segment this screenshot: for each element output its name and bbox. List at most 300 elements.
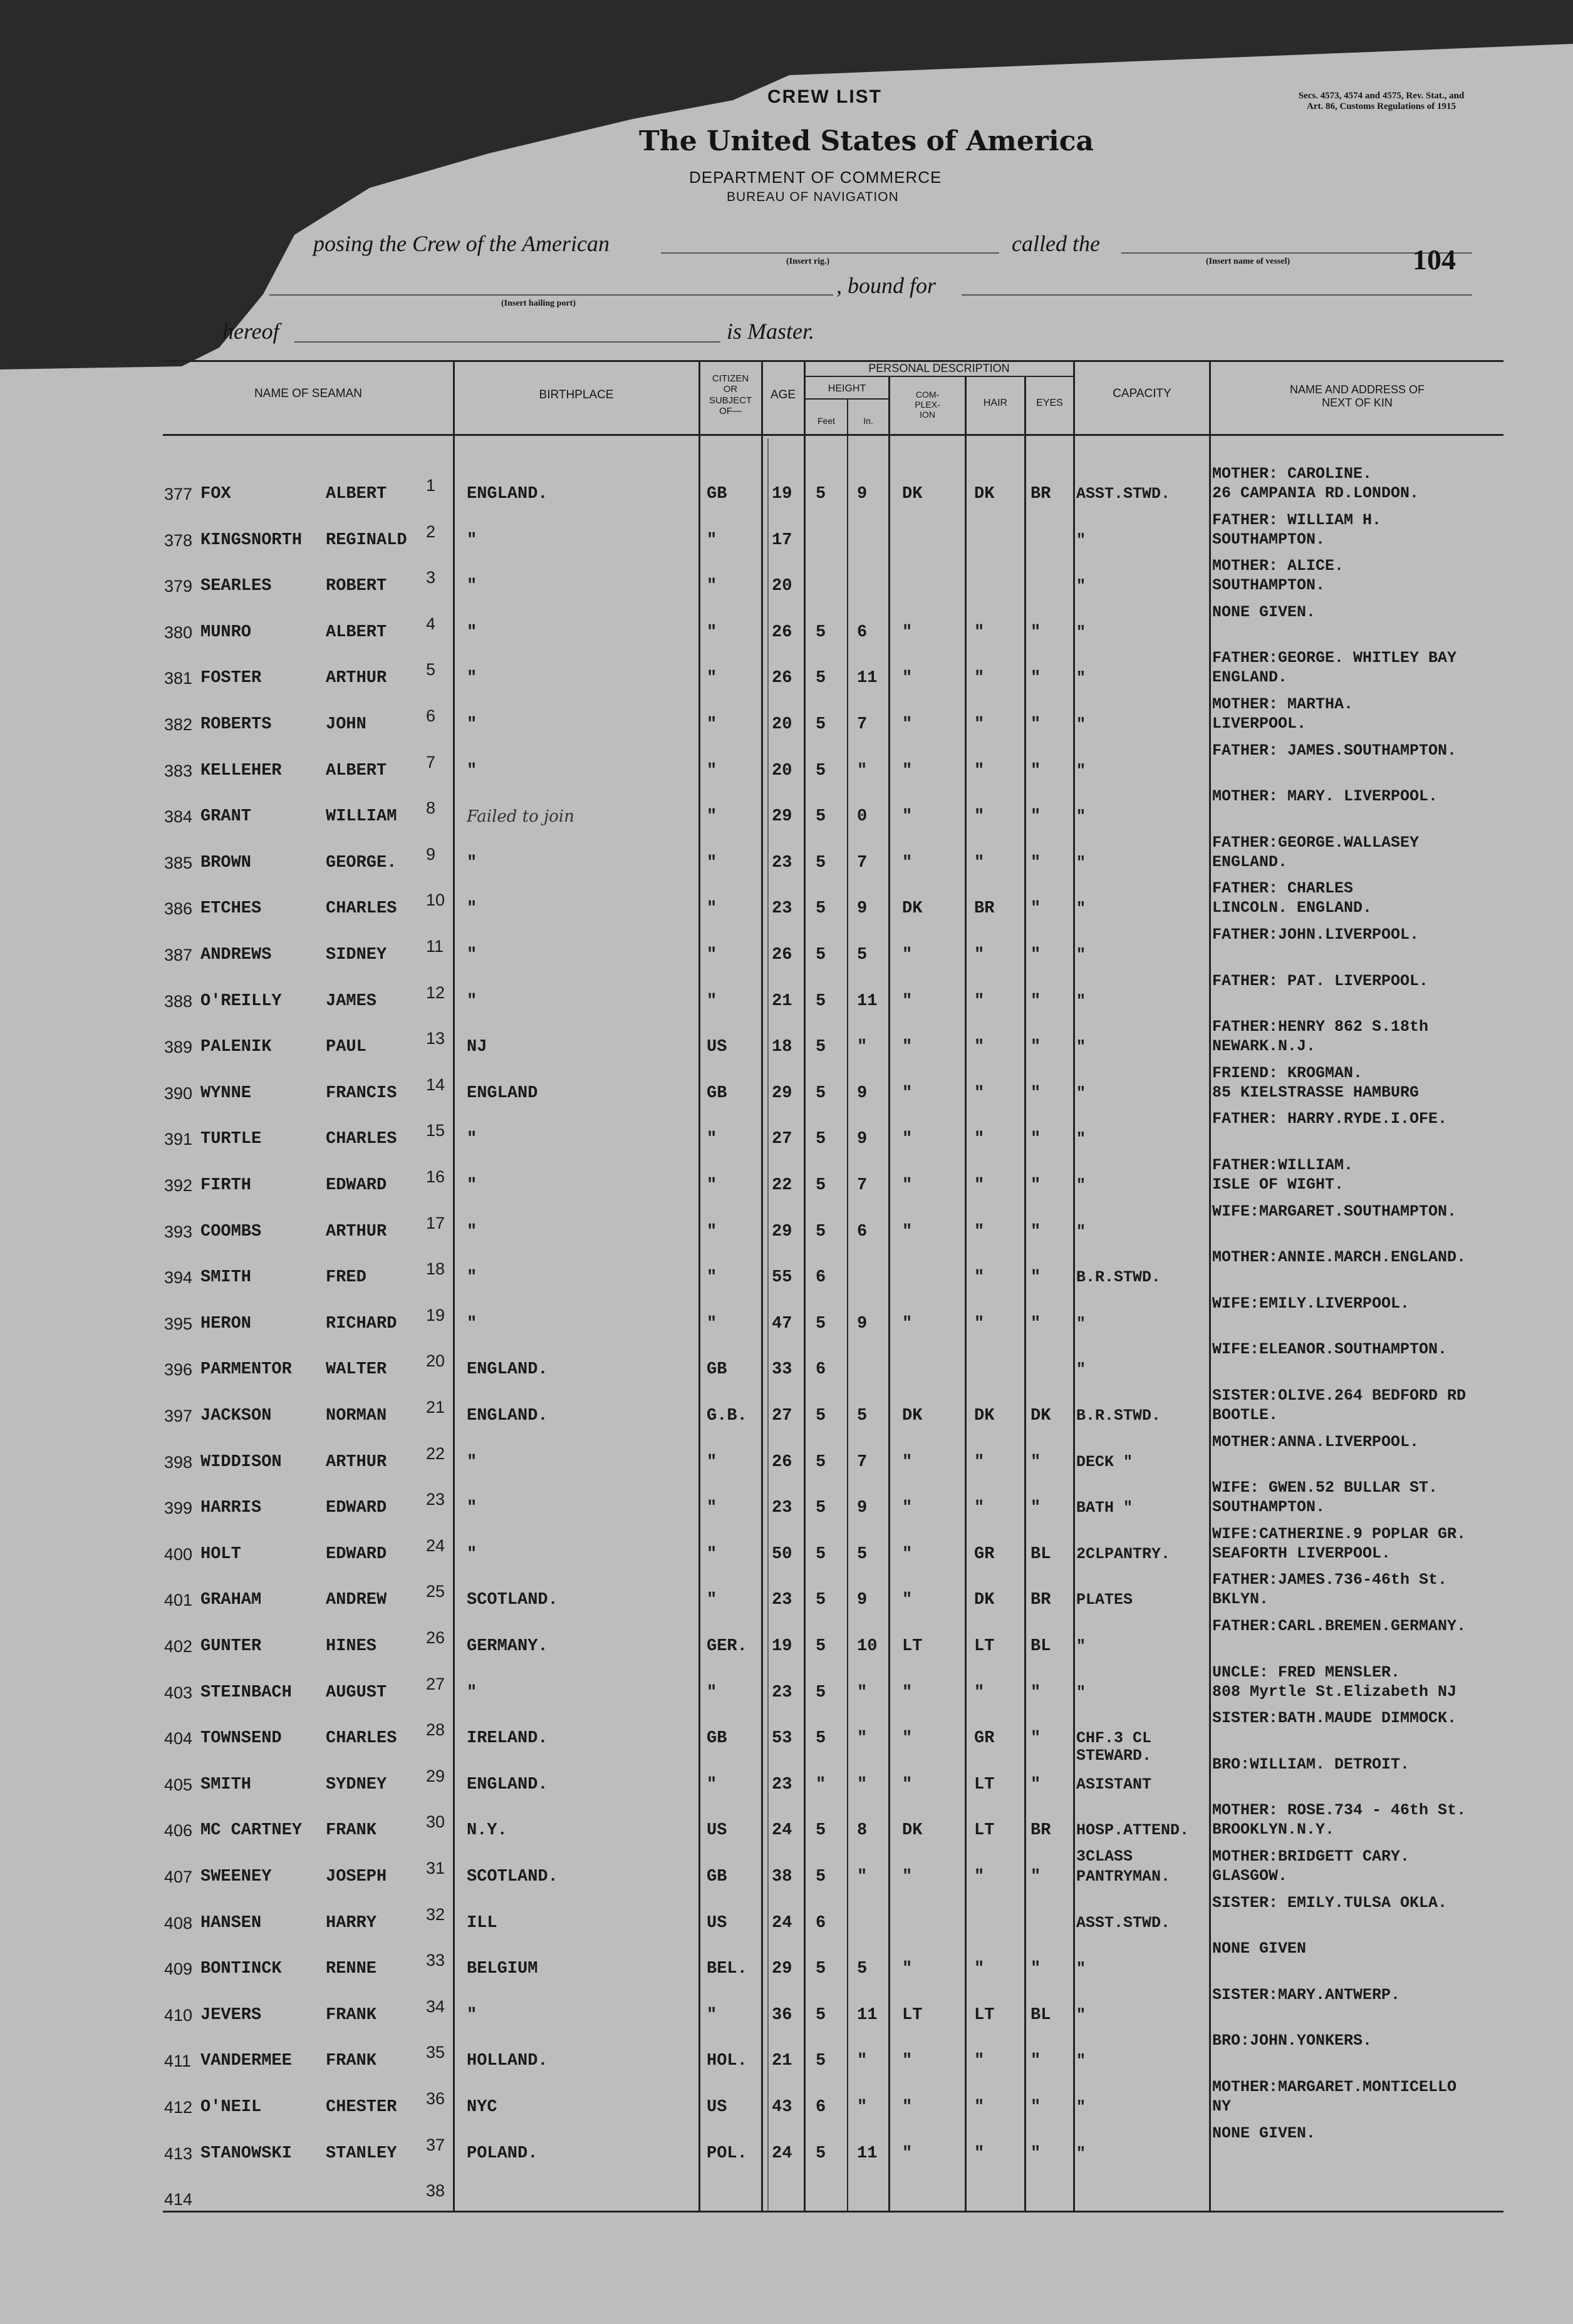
cell-eyes: " (1030, 1130, 1041, 1149)
cell-eyes: " (1030, 2144, 1041, 2163)
cell-hair: GR (974, 1544, 995, 1564)
cell-age: 23 (772, 1683, 792, 1702)
cell-first: REGINALD (326, 530, 407, 550)
cell-kin: SOUTHAMPTON. (1212, 530, 1326, 549)
cell-first: WILLIAM (326, 807, 397, 827)
cell-n: 30 (426, 1812, 445, 1832)
cell-kin: MOTHER:MARGARET.MONTICELLO (1212, 2078, 1457, 2096)
col-age-header: AGE (770, 388, 796, 401)
citizen-h2: OR (723, 384, 738, 395)
cell-kin: MOTHER: ROSE.734 - 46th St. (1212, 1801, 1467, 1820)
header-line-1: posing the Crew of the American (313, 231, 610, 256)
cell-ft: 5 (816, 715, 826, 734)
cell-first: GEORGE. (326, 853, 397, 872)
cell-last: FOX (200, 485, 231, 504)
cell-cit: " (707, 1130, 717, 1149)
cell-eyes: " (1030, 1960, 1041, 1979)
hailing-port-line (269, 294, 833, 296)
cell-cit: " (707, 853, 717, 872)
cell-hair: " (974, 761, 985, 780)
cell-kin: SEAFORTH LIVERPOOL. (1212, 1544, 1391, 1562)
cell-in: 9 (857, 485, 868, 504)
cell-ser: 401 (164, 1591, 193, 1610)
cell-last: WIDDISON (200, 1452, 282, 1472)
cell-age: 29 (772, 807, 792, 827)
cell-comp: " (902, 1591, 913, 1610)
cell-last: JACKSON (200, 1407, 272, 1425)
cell-in: " (857, 2098, 868, 2117)
cell-hair: BR (974, 899, 995, 919)
cell-ser: 393 (164, 1222, 193, 1241)
cell-ser: 400 (164, 1544, 193, 1564)
cell-first: ANDREW (326, 1591, 387, 1610)
cell-age: 55 (772, 1268, 792, 1288)
cell-last: VANDERMEE (200, 2052, 292, 2071)
cell-birth: NYC (467, 2098, 497, 2117)
cell-birth: " (467, 899, 477, 919)
cell-n: 33 (426, 1951, 445, 1970)
cell-hair: " (974, 1499, 985, 1518)
cell-cap: " (1076, 1038, 1086, 1056)
cell-cit: " (707, 1683, 717, 1702)
cell-age: 23 (772, 1775, 792, 1794)
cell-cit: " (707, 1499, 717, 1518)
cell-last: PARMENTOR (200, 1360, 292, 1380)
cell-comp: " (902, 1499, 913, 1518)
cell-first: CHARLES (326, 899, 397, 919)
cell-birth: " (467, 1176, 477, 1195)
cell-hair: " (974, 2098, 985, 2117)
cell-n: 16 (426, 1167, 445, 1186)
cell-cap: " (1076, 715, 1086, 733)
cell-ft: 5 (816, 1729, 826, 1748)
cell-comp: " (902, 715, 913, 734)
cell-last: BONTINCK (200, 1960, 282, 1979)
cell-cit: HOL. (707, 2052, 747, 2071)
cell-comp: DK (902, 1821, 923, 1841)
cell-ser: 381 (164, 669, 193, 688)
cell-age: 26 (772, 1452, 792, 1472)
cell-first: HARRY (326, 1913, 377, 1933)
cell-n: 31 (426, 1859, 445, 1877)
cell-comp: " (902, 2098, 913, 2117)
cell-in: " (857, 2052, 868, 2071)
cell-cap: HOSP.ATTEND. (1076, 1821, 1190, 1840)
cell-birth: " (467, 577, 477, 596)
cell-kin: SOUTHAMPTON. (1212, 1498, 1326, 1517)
cell-cap: " (1076, 807, 1086, 826)
cell-cit: " (707, 577, 717, 596)
department-name: DEPARTMENT OF COMMERCE (689, 168, 942, 187)
cell-comp: " (902, 1775, 913, 1794)
cell-last: ROBERTS (200, 715, 272, 734)
cell-birth: N.Y. (467, 1821, 507, 1841)
cell-in: " (857, 1683, 868, 1702)
cell-first: JOHN (326, 715, 366, 734)
cell-hair: " (974, 2144, 985, 2163)
cell-hair: " (974, 1960, 985, 1979)
header-called-the: called the (1012, 231, 1100, 256)
cell-ft: 5 (816, 2052, 826, 2071)
header-whereof: hereof (222, 319, 279, 344)
cell-n: 20 (426, 1351, 445, 1371)
cell-kin: NONE GIVEN. (1212, 2124, 1316, 2142)
cell-comp: " (902, 669, 913, 688)
cell-birth: ENGLAND (467, 1083, 538, 1103)
cell-cit: GB (707, 485, 727, 504)
cell-kin: FATHER: HARRY.RYDE.I.OFE. (1212, 1110, 1448, 1128)
cell-comp: " (902, 1683, 913, 1702)
cell-kin: MOTHER: MARY. LIVERPOOL. (1212, 787, 1438, 806)
cell-last: BROWN (200, 853, 252, 872)
cell-comp: " (902, 946, 913, 964)
cell-hair: DK (974, 1407, 995, 1425)
cell-hair: " (974, 622, 985, 642)
col-eyes-header: EYES (1036, 398, 1063, 408)
cell-cap: " (1076, 2052, 1086, 2070)
cell-ft: 6 (816, 1268, 826, 1288)
cell-ser: 382 (164, 715, 193, 734)
col-sep-feet (804, 360, 806, 2213)
cell-n: 14 (426, 1075, 445, 1094)
cell-n: 23 (426, 1490, 445, 1509)
cell-in: " (857, 1867, 868, 1886)
cell-hair: " (974, 1452, 985, 1472)
cell-ser: 385 (164, 853, 193, 872)
cell-in: 7 (857, 715, 868, 734)
complexion-h3: ION (920, 410, 935, 420)
cell-kin: UNCLE: FRED MENSLER. (1212, 1663, 1401, 1681)
cell-comp: " (902, 2144, 913, 2163)
cell-age: 23 (772, 899, 792, 919)
cell-cap: " (1076, 1637, 1086, 1655)
cell-birth: ENGLAND. (467, 1407, 548, 1425)
cell-ft: 5 (816, 1038, 826, 1057)
cell-kin: NONE GIVEN (1212, 1939, 1307, 1958)
cell-kin: FATHER: WILLIAM H. (1212, 510, 1382, 529)
cell-cit: " (707, 1268, 717, 1288)
cell-birth: " (467, 1314, 477, 1333)
cell-comp: " (902, 1544, 913, 1564)
cell-ft: 5 (816, 899, 826, 919)
table-bottom-border (163, 2211, 1503, 2213)
cell-cit: " (707, 946, 717, 964)
cell-ser: 377 (164, 485, 193, 504)
cell-first: EDWARD (326, 1499, 387, 1518)
cell-hair: DK (974, 485, 995, 504)
cell-last: KELLEHER (200, 761, 282, 780)
cell-hair: " (974, 1268, 985, 1288)
cell-eyes: DK (1030, 1407, 1051, 1425)
cell-ser: 398 (164, 1452, 193, 1472)
cell-last: COOMBS (200, 1222, 262, 1241)
cell-n: 21 (426, 1398, 445, 1417)
cell-cit: " (707, 1544, 717, 1564)
cell-kin: FATHER:JAMES.736-46th St. (1212, 1571, 1448, 1589)
col-sep-citizen (698, 360, 700, 2213)
cell-eyes: " (1030, 1499, 1041, 1518)
cell-age: 24 (772, 1913, 792, 1933)
cell-ser: 414 (164, 2190, 193, 2209)
cell-ft: 5 (816, 1407, 826, 1425)
cell-ser: 380 (164, 622, 193, 642)
cell-last: KINGSNORTH (200, 530, 303, 550)
cell-in: 8 (857, 1821, 868, 1841)
cell-kin: BKLYN. (1212, 1590, 1269, 1609)
cell-n: 12 (426, 983, 445, 1002)
cell-cit: POL. (707, 2144, 747, 2163)
cell-age: 26 (772, 946, 792, 964)
cell-kin: MOTHER: MARTHA. (1212, 695, 1354, 713)
cell-cit: US (707, 2098, 727, 2117)
cell-cap: " (1076, 622, 1086, 641)
cell-birth: ENGLAND. (467, 485, 548, 504)
cell-kin: NEWARK.N.J. (1212, 1037, 1316, 1056)
cell-n: 3 (426, 568, 436, 587)
col-hair-header: HAIR (983, 398, 1008, 408)
cell-birth: " (467, 1544, 477, 1564)
cell-kin: WIFE:EMILY.LIVERPOOL. (1212, 1294, 1410, 1313)
cell-eyes: BR (1030, 1591, 1051, 1610)
cell-cit: " (707, 1775, 717, 1794)
cell-hair: LT (974, 1775, 995, 1794)
cell-comp: " (902, 1867, 913, 1886)
cell-cap: " (1076, 1314, 1086, 1333)
cell-kin: BOOTLE. (1212, 1406, 1279, 1424)
cell-comp: " (902, 1452, 913, 1472)
cell-comp: LT (902, 2005, 923, 2025)
cell-n: 34 (426, 1996, 445, 2016)
cell-ser: 379 (164, 577, 193, 596)
cell-comp: " (902, 1176, 913, 1195)
cell-comp: " (902, 1729, 913, 1748)
cell-age: 20 (772, 761, 792, 780)
cell-ser: 408 (164, 1913, 193, 1933)
cell-ser: 392 (164, 1176, 193, 1195)
cell-cap: " (1076, 1176, 1086, 1194)
cell-cap-line2: 3CLASS (1076, 1847, 1133, 1866)
cell-cit: BEL. (707, 1960, 747, 1979)
cell-first: JOSEPH (326, 1867, 387, 1886)
cell-ft: 5 (816, 1222, 826, 1241)
cell-comp: " (902, 853, 913, 872)
cell-first: ALBERT (326, 761, 387, 780)
cell-hair: " (974, 991, 985, 1011)
cell-in: 9 (857, 1130, 868, 1149)
cell-ser: 378 (164, 530, 193, 550)
cell-comp: " (902, 1222, 913, 1241)
cell-age: 23 (772, 1499, 792, 1518)
master-line (294, 341, 720, 343)
cell-ser: 402 (164, 1637, 193, 1656)
cell-ser: 386 (164, 899, 193, 919)
cell-first: EDWARD (326, 1544, 387, 1564)
statute-line-1: Secs. 4573, 4574 and 4575, Rev. Stat., and (1298, 91, 1465, 101)
cell-birth: " (467, 761, 477, 780)
cell-last: ETCHES (200, 899, 262, 919)
header-bound-for: , bound for (836, 273, 937, 298)
cell-ft: 5 (816, 1960, 826, 1979)
cell-first: SYDNEY (326, 1775, 387, 1794)
cell-in: 9 (857, 1499, 868, 1518)
cell-age: 27 (772, 1130, 792, 1149)
cell-ft: 5 (816, 1544, 826, 1564)
cell-n: 19 (426, 1305, 445, 1325)
complexion-h1: COM- (915, 390, 940, 400)
cell-cit: GB (707, 1867, 727, 1886)
cell-eyes: BL (1030, 1544, 1051, 1564)
cell-ft: 5 (816, 761, 826, 780)
cell-first: ROBERT (326, 577, 387, 596)
cell-cap: " (1076, 577, 1086, 596)
cell-kin: WIFE:MARGARET.SOUTHAMPTON. (1212, 1202, 1457, 1221)
cell-last: FOSTER (200, 669, 262, 688)
cell-kin: BRO:JOHN.YONKERS. (1212, 2032, 1373, 2050)
cell-ser: 391 (164, 1130, 193, 1149)
cell-ft: 5 (816, 991, 826, 1011)
cell-n: 18 (426, 1259, 445, 1279)
cell-hair: " (974, 1176, 985, 1195)
cell-in: 5 (857, 1960, 868, 1979)
col-sep-inches (847, 398, 848, 2213)
cell-birth: " (467, 669, 477, 688)
cell-birth: SCOTLAND. (467, 1867, 558, 1886)
cell-cit: G.B. (707, 1407, 747, 1425)
cell-last: MC CARTNEY (200, 1821, 303, 1841)
cell-last: GRANT (200, 807, 252, 827)
cell-kin: NONE GIVEN. (1212, 602, 1316, 621)
cell-eyes: " (1030, 1083, 1041, 1103)
cell-age: 29 (772, 1083, 792, 1103)
cell-hair: " (974, 715, 985, 734)
col-inches-header: In. (863, 416, 873, 426)
cell-eyes: " (1030, 1314, 1041, 1333)
cell-last: FIRTH (200, 1176, 252, 1195)
cell-n: 22 (426, 1443, 445, 1463)
cell-n: 2 (426, 522, 436, 541)
cell-cap: " (1076, 530, 1086, 549)
cell-ser: 409 (164, 1960, 193, 1979)
cell-cap: ASST.STWD. (1076, 485, 1171, 503)
cell-hair: " (974, 1038, 985, 1057)
cell-age: 27 (772, 1407, 792, 1425)
cell-last: SEARLES (200, 577, 272, 596)
cell-in: 6 (857, 1222, 868, 1241)
cell-birth: " (467, 991, 477, 1011)
cell-age: 47 (772, 1314, 792, 1333)
cell-ser: 390 (164, 1083, 193, 1103)
cell-kin: BROOKLYN.N.Y. (1212, 1820, 1335, 1839)
cell-age: 20 (772, 715, 792, 734)
cell-first: FRED (326, 1268, 366, 1288)
cell-first: ALBERT (326, 622, 387, 642)
cell-ft: 5 (816, 485, 826, 504)
cell-last: HERON (200, 1314, 252, 1333)
cell-ser: 403 (164, 1683, 193, 1702)
cell-eyes: BL (1030, 1637, 1051, 1656)
cell-kin: NY (1212, 2097, 1232, 2115)
cell-ser: 383 (164, 761, 193, 780)
cell-hair: " (974, 1083, 985, 1103)
header-is-master: is Master. (727, 319, 815, 344)
cell-age: 36 (772, 2005, 792, 2025)
citizen-h4: OF— (719, 405, 742, 416)
table-header-bottom (163, 434, 1503, 436)
cell-first: CHESTER (326, 2098, 397, 2117)
cell-kin: 26 CAMPANIA RD.LONDON. (1212, 484, 1420, 502)
cell-eyes: " (1030, 1683, 1041, 1702)
cell-n: 25 (426, 1582, 445, 1601)
col-capacity-header: CAPACITY (1113, 387, 1171, 400)
cell-birth: " (467, 946, 477, 964)
cell-first: ARTHUR (326, 1452, 387, 1472)
bureau-name: BUREAU OF NAVIGATION (727, 190, 899, 204)
age-faint-rule (767, 438, 769, 2211)
col-name-header: NAME OF SEAMAN (254, 387, 363, 400)
cell-n: 1 (426, 476, 436, 495)
cell-age: 26 (772, 669, 792, 688)
cell-first: ARTHUR (326, 1222, 387, 1241)
cell-hair: " (974, 1222, 985, 1241)
cell-comp: " (902, 2052, 913, 2071)
cell-eyes: " (1030, 991, 1041, 1011)
cell-kin: FATHER:JOHN.LIVERPOOL. (1212, 926, 1420, 944)
citizen-h1: CITIZEN (712, 373, 749, 384)
cell-kin: ENGLAND. (1212, 668, 1288, 687)
cell-birth: ENGLAND. (467, 1775, 548, 1794)
col-sep-complexion (888, 376, 890, 2213)
cell-birth: GERMANY. (467, 1637, 548, 1656)
cell-kin: 85 KIELSTRASSE HAMBURG (1212, 1083, 1420, 1102)
cell-kin: FATHER:CARL.BREMEN.GERMANY. (1212, 1617, 1467, 1635)
cell-cap: " (1076, 669, 1086, 688)
cell-cit: " (707, 715, 717, 734)
cell-kin: MOTHER:BRIDGETT CARY. (1212, 1847, 1410, 1866)
cell-cap: " (1076, 991, 1086, 1010)
cell-in: " (857, 1775, 868, 1794)
height-rule (804, 398, 890, 400)
cell-ser: 389 (164, 1038, 193, 1057)
cell-ft: 5 (816, 946, 826, 964)
cell-hair: LT (974, 2005, 995, 2025)
cell-in: " (857, 1729, 868, 1748)
cell-n: 8 (426, 798, 436, 818)
cell-cap: " (1076, 1960, 1086, 1978)
cell-cit: GER. (707, 1637, 747, 1656)
cell-kin: FATHER: PAT. LIVERPOOL. (1212, 971, 1429, 990)
cell-birth: NJ (467, 1038, 487, 1057)
cell-eyes: " (1030, 715, 1041, 734)
rig-line (661, 252, 999, 254)
insert-rig-caption: (Insert rig.) (786, 257, 830, 266)
cell-cap: CHF.3 CL (1076, 1729, 1152, 1748)
cell-last: O'NEIL (200, 2098, 262, 2117)
cell-comp: " (902, 761, 913, 780)
cell-kin: LINCOLN. ENGLAND. (1212, 899, 1373, 917)
cell-birth: " (467, 1130, 477, 1149)
cell-kin: SISTER:BATH.MAUDE DIMMOCK. (1212, 1709, 1457, 1728)
cell-ft: 5 (816, 1637, 826, 1656)
cell-eyes: BR (1030, 485, 1051, 504)
cell-cap: " (1076, 899, 1086, 918)
cell-ft: 5 (816, 853, 826, 872)
country-title: The United States of America (639, 125, 1094, 157)
cell-first: CHARLES (326, 1130, 397, 1149)
cell-eyes: " (1030, 1729, 1041, 1748)
col-height-header: HEIGHT (828, 383, 866, 394)
cell-ser: 412 (164, 2098, 193, 2117)
cell-last: TURTLE (200, 1130, 262, 1149)
